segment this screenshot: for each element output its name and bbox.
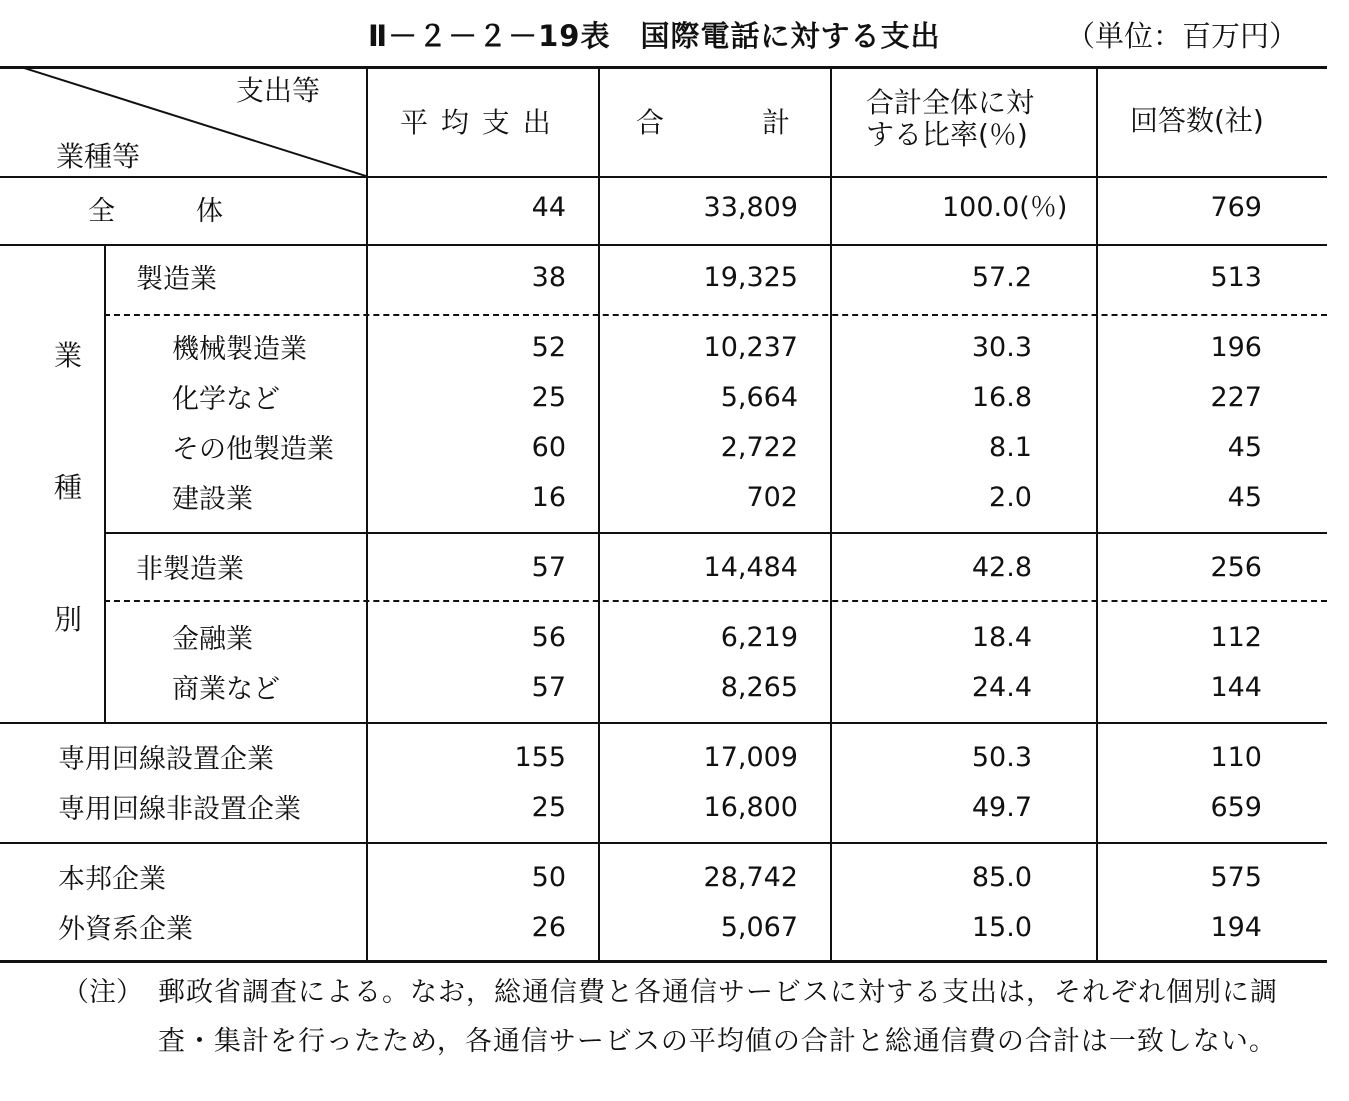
cell-avg: 52 xyxy=(531,332,566,363)
cell-count: 769 xyxy=(1210,192,1262,223)
cell-count: 45 xyxy=(1227,432,1262,463)
row-label: 製造業 xyxy=(136,264,217,295)
rule-section-3 xyxy=(0,842,1327,844)
row-label: 本邦企業 xyxy=(58,864,166,895)
cell-total: 10,237 xyxy=(703,332,798,363)
cell-total: 6,219 xyxy=(720,622,798,653)
col-divider-3 xyxy=(830,66,832,962)
col-divider-2 xyxy=(598,66,600,962)
cell-ratio: 24.4 xyxy=(971,672,1032,703)
cell-count: 110 xyxy=(1210,742,1262,773)
cell-ratio: 42.8 xyxy=(971,552,1032,583)
unit-label: （単位：百万円） xyxy=(1066,19,1299,53)
cell-total: 5,067 xyxy=(720,912,798,943)
cell-count: 144 xyxy=(1210,672,1262,703)
note-text: 郵政省調査による。なお，総通信費と各通信サービスに対する支出は，それぞれ個別に調査・集計を行ったため，各通信サービスの平均値の合計と総通信費の合計は一致しない。 xyxy=(158,977,1278,1057)
row-label: 非製造業 xyxy=(136,554,244,585)
cell-ratio: 49.7 xyxy=(971,792,1032,823)
rule-dashed-1 xyxy=(104,314,1327,316)
cell-ratio: 2.0 xyxy=(989,482,1032,513)
corner-top-label: 支出等 xyxy=(236,74,321,107)
cell-ratio: 57.2 xyxy=(971,262,1032,293)
col-header-total-a: 合 xyxy=(636,106,665,139)
cell-ratio: 100.0(％) xyxy=(942,192,1068,223)
cell-total: 702 xyxy=(746,482,798,513)
cell-count: 45 xyxy=(1227,482,1262,513)
cell-total: 17,009 xyxy=(703,742,798,773)
cell-count: 575 xyxy=(1210,862,1262,893)
cell-avg: 155 xyxy=(514,742,566,773)
row-label: 商業など xyxy=(172,674,280,705)
cell-avg: 56 xyxy=(531,622,566,653)
rule-header-bottom xyxy=(0,176,1327,178)
cell-total: 16,800 xyxy=(703,792,798,823)
row-label: 専用回線設置企業 xyxy=(58,744,274,775)
cell-avg: 44 xyxy=(531,192,566,223)
cell-total: 28,742 xyxy=(703,862,798,893)
corner-bottom-label: 業種等 xyxy=(56,140,141,173)
cell-ratio: 8.1 xyxy=(989,432,1032,463)
side-label-1: 業 xyxy=(54,339,83,372)
row-label: 専用回線非設置企業 xyxy=(58,794,301,825)
rule-bottom xyxy=(0,960,1327,963)
side-label-2: 種 xyxy=(54,471,83,504)
col-divider-1 xyxy=(366,66,368,962)
cell-count: 513 xyxy=(1210,262,1262,293)
cell-ratio: 85.0 xyxy=(971,862,1032,893)
cell-count: 227 xyxy=(1210,382,1262,413)
row-label: 外資系企業 xyxy=(58,914,193,945)
col-header-avg: 平 均 支 出 xyxy=(400,106,553,139)
col-divider-4 xyxy=(1096,66,1098,962)
cell-count: 196 xyxy=(1210,332,1262,363)
col-header-ratio-2: する比率(％) xyxy=(866,118,1028,151)
cell-count: 256 xyxy=(1210,552,1262,583)
col-header-total-b: 計 xyxy=(762,106,791,139)
col-header-count: 回答数(社) xyxy=(1130,104,1264,137)
col-header-ratio-1: 合計全体に対 xyxy=(866,86,1035,119)
cell-total: 33,809 xyxy=(703,192,798,223)
cell-total: 5,664 xyxy=(720,382,798,413)
cell-count: 112 xyxy=(1210,622,1262,653)
cell-ratio: 16.8 xyxy=(971,382,1032,413)
cell-avg: 60 xyxy=(531,432,566,463)
row-label: その他製造業 xyxy=(172,434,334,465)
cell-avg: 57 xyxy=(531,672,566,703)
cell-avg: 16 xyxy=(531,482,566,513)
row-label: 化学など xyxy=(172,384,280,415)
cell-avg: 50 xyxy=(531,862,566,893)
row-label: 全 体 xyxy=(88,196,223,227)
cell-count: 194 xyxy=(1210,912,1262,943)
row-label: 機械製造業 xyxy=(172,334,307,365)
cell-avg: 57 xyxy=(531,552,566,583)
cell-avg: 26 xyxy=(531,912,566,943)
cell-total: 2,722 xyxy=(720,432,798,463)
cell-count: 659 xyxy=(1210,792,1262,823)
cell-avg: 25 xyxy=(531,792,566,823)
cell-ratio: 50.3 xyxy=(971,742,1032,773)
side-divider xyxy=(104,244,106,722)
rule-mid xyxy=(104,532,1327,534)
row-label: 建設業 xyxy=(172,484,253,515)
note-label: （注） xyxy=(62,977,143,1008)
cell-total: 19,325 xyxy=(703,262,798,293)
side-label-3: 別 xyxy=(54,603,83,636)
cell-ratio: 18.4 xyxy=(971,622,1032,653)
rule-total-bottom xyxy=(0,244,1327,246)
cell-avg: 25 xyxy=(531,382,566,413)
cell-ratio: 15.0 xyxy=(971,912,1032,943)
rule-section-2 xyxy=(0,722,1327,724)
cell-ratio: 30.3 xyxy=(971,332,1032,363)
cell-avg: 38 xyxy=(531,262,566,293)
cell-total: 8,265 xyxy=(720,672,798,703)
table-title: Ⅱ－２－２－19表 国際電話に対する支出 xyxy=(368,19,941,53)
cell-total: 14,484 xyxy=(703,552,798,583)
rule-dashed-2 xyxy=(104,600,1327,602)
row-label: 金融業 xyxy=(172,624,253,655)
